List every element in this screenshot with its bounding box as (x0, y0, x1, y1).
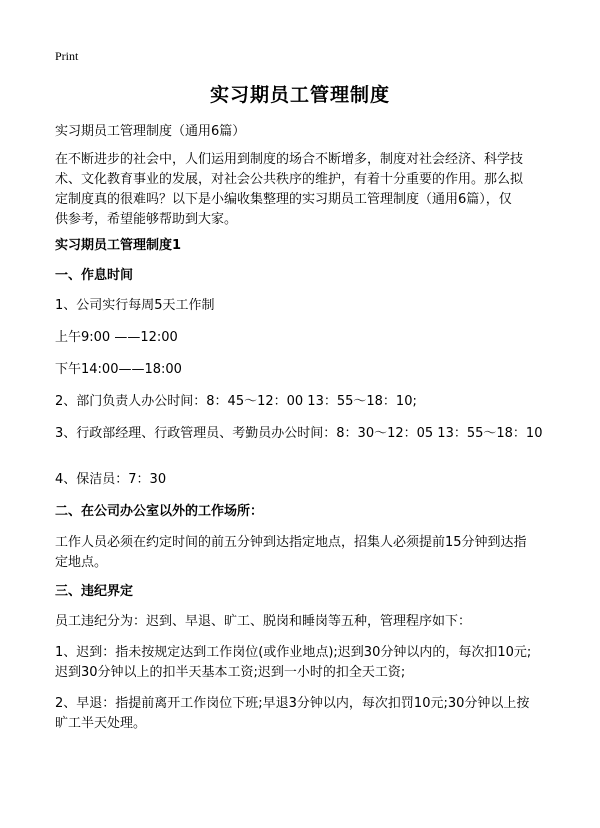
intro-line-3: 定制度真的很难吗？以下是小编收集整理的实习期员工管理制度（通用6篇），仅 (55, 192, 512, 207)
part-1-heading: 一、作息时间 (55, 268, 134, 283)
early-rule-line-2: 旷工半天处理。 (55, 716, 147, 731)
part-3-intro: 员工违纪分为：迟到、早退、旷工、脱岗和睡岗等五种，管理程序如下： (55, 614, 472, 629)
intro-line-4: 供参考，希望能够帮助到大家。 (55, 212, 238, 227)
afternoon-hours: 下午14:00——18:00 (55, 362, 182, 377)
morning-hours: 上午9:00 ——12:00 (55, 330, 178, 345)
part-2-line-2: 定地点。 (55, 555, 108, 570)
item-3: 3、行政部经理、行政管理员、考勤员办公时间：8：30～12：05 13：55～18：10 (55, 426, 543, 441)
document-title: 实习期员工管理制度 (209, 84, 390, 106)
print-label: Print (55, 49, 79, 63)
early-rule-line-1: 2、早退：指提前离开工作岗位下班;早退3分钟以内，每次扣罚10元;30分钟以上按 (55, 696, 530, 711)
part-2-heading: 二、在公司办公室以外的工作场所： (55, 504, 264, 519)
late-rule-line-1: 1、迟到：指未按规定达到工作岗位(或作业地点);迟到30分钟以内的，每次扣10元; (55, 645, 532, 660)
late-rule-line-2: 迟到30分钟以上的扣半天基本工资;迟到一小时的扣全天工资; (55, 665, 406, 680)
document-subtitle: 实习期员工管理制度（通用6篇） (55, 124, 246, 139)
part-2-line-1: 工作人员必须在约定时间的前五分钟到达指定地点，招集人必须提前15分钟到达指 (55, 535, 527, 550)
item-1: 1、公司实行每周5天工作制 (55, 298, 215, 313)
part-3-heading: 三、违纪界定 (55, 584, 134, 599)
item-2: 2、部门负责人办公时间：8：45～12：00 13：55～18：10; (55, 394, 417, 409)
intro-line-2: 术、文化教育事业的发展，对社会公共秩序的维护，有着十分重要的作用。那么拟 (55, 172, 524, 187)
intro-line-1: 在不断进步的社会中，人们运用到制度的场合不断增多，制度对社会经济、科学技 (55, 152, 524, 167)
section-1-title: 实习期员工管理制度1 (55, 238, 182, 253)
item-4: 4、保洁员：7：30 (55, 472, 167, 487)
